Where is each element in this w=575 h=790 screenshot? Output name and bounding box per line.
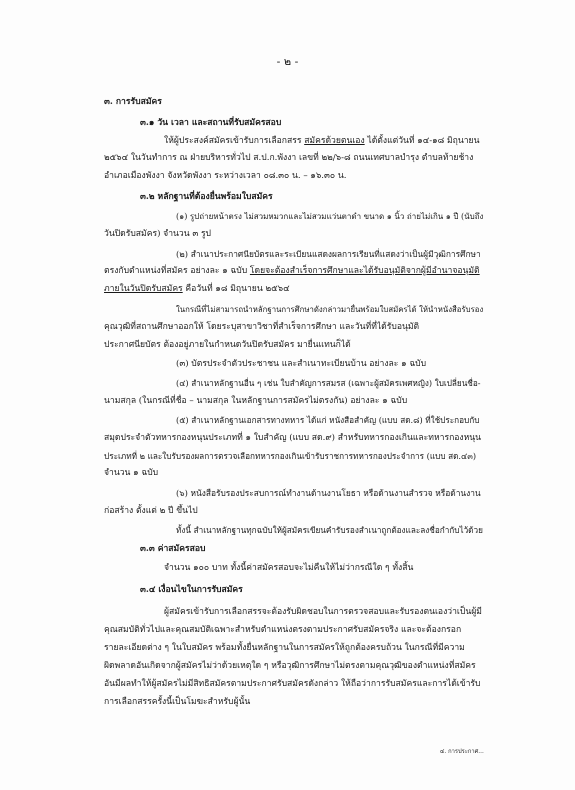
item-5-line2: สมุดประจำตัวทหารกองหนุนประเภทที่ ๑ ใบสำคัญ (แบบ สด.๙) สำหรับทหารกองเกินและทหารกองหนุน <box>104 433 482 443</box>
item-5-line4: จำนวน ๑ ฉบับ <box>104 468 159 478</box>
item-3: (๓) บัตรประจำตัวประชาชน และสำเนาทะเบียนบ้าน อย่างละ ๑ ฉบับ <box>176 359 427 369</box>
section-3-4-line2: คุณสมบัติทั่วไปและคุณสมบัติเฉพาะสำหรับตำแหน่งตรงตามประกาศรับสมัครจริง และจะต้องกรอก <box>104 625 462 635</box>
section-3-heading: ๓. การรับสมัคร <box>104 97 162 107</box>
section-3-1-line1 <box>164 136 479 147</box>
section-3-1-line1-b: ได้ตั้งแต่วันที่ ๑๔-๑๘ มิถุนายน <box>364 136 480 146</box>
page-number: - ๒ - <box>276 55 299 68</box>
section-3-4-line4: ผิดพลาดอันเกิดจากผู้สมัครไม่ว่าด้วยเหตุใด ๆ หรือวุฒิการศึกษาไม่ตรงตามคุณวุฒิของตำแหน่งที่สมัคร <box>104 661 476 671</box>
section-3-1-line1-underlined: สมัครด้วยตนเอง <box>304 136 365 146</box>
item-6-line1: (๖) หนังสือรับรองประสบการณ์ทำงานด้านงานโยธา หรือด้านงานสำรวจ หรือด้านงาน <box>176 488 481 498</box>
section-3-3-heading: ๓.๓ ค่าสมัครสอบ <box>140 544 206 554</box>
section-3-3-body: จำนวน ๑๐๐ บาท ทั้งนี้ค่าสมัครสอบจะไม่คืนให้ไม่ว่ากรณีใด ๆ ทั้งสิ้น <box>164 563 414 573</box>
item-1-line1: (๑) รูปถ่ายหน้าตรง ไม่สวมหมวกและไม่สวมแว่นตาดำ ขนาด ๑ นิ้ว ถ่ายไม่เกิน ๑ ปี (นับถึง <box>176 212 484 221</box>
item-4-line2: นามสกุล (ในกรณีที่ชื่อ – นามสกุล ในหลักฐานการสมัครไม่ตรงกัน) อย่างละ ๑ ฉบับ <box>104 396 408 406</box>
note-para-line3: ประกาศนียบัตร ต้องอยู่ภายในกำหนดวันปิดรับสมัคร มายื่นแทนก็ได้ <box>104 340 351 350</box>
section-3-1-line3: อำเภอเมืองพังงา จังหวัดพังงา ระหว่างเวลา ๐๘.๓๐ น. – ๑๖.๓๐ น. <box>104 171 347 181</box>
note-certify: ทั้งนี้ สำเนาหลักฐานทุกฉบับให้ผู้สมัครเขียนคำรับรองสำเนาถูกต้องและลงชื่อกำกับไว้ด้วย <box>176 525 483 535</box>
note-para-line1: ในกรณีที่ไม่สามารถนำหลักฐานการศึกษาดังกล่าวมายื่นพร้อมใบสมัครได้ ให้นำหนังสือรับรอง <box>176 305 484 314</box>
item-2-line2-a: ตรงกับตำแหน่งที่สมัคร อย่างละ ๑ ฉบับ <box>104 266 250 276</box>
item-5-line1: (๕) สำเนาหลักฐานเอกสารทางทหาร ได้แก่ หนังสือสำคัญ (แบบ สด.๘) ที่ใช้ประกอบกับ <box>176 415 480 425</box>
section-3-4-line3: รายละเอียดต่าง ๆ ในใบสมัคร พร้อมทั้งยื่นหลักฐานในการสมัครให้ถูกต้องครบถ้วน ในกรณีที่มีความ <box>104 643 465 653</box>
item-2-line3-underlined: ภายในวันปิดรับสมัคร <box>104 284 183 294</box>
item-2-line2-underlined: โดยจะต้องสำเร็จการศึกษาและได้รับอนุมัติจากผู้มีอำนาจอนุมัติ <box>249 266 480 276</box>
section-3-2-heading: ๓.๒ หลักฐานที่ต้องยื่นพร้อมใบสมัคร <box>140 192 273 202</box>
note-para-line2: คุณวุฒิที่สถานศึกษาออกให้ โดยระบุสาขาวิชาที่สำเร็จการศึกษา และวันที่ที่ได้รับอนุมัติ <box>104 322 420 332</box>
section-3-1-line1-a: ให้ผู้ประสงค์สมัครเข้ารับการเลือกสรร <box>164 136 305 146</box>
section-3-1-heading: ๓.๑ วัน เวลา และสถานที่รับสมัครสอบ <box>140 118 282 128</box>
item-1-line2: วันปิดรับสมัคร) จำนวน ๓ รูป <box>104 229 212 239</box>
item-2-line2 <box>104 266 480 277</box>
section-3-4-heading: ๓.๔ เงื่อนไขในการรับสมัคร <box>140 585 243 595</box>
item-2-line1: (๒) สำเนาประกาศนียบัตรและระเบียนแสดงผลการเรียนที่แสดงว่าเป็นผู้มีวุฒิการศึกษา <box>176 249 481 259</box>
item-2-line3 <box>104 284 290 295</box>
item-4-line1: (๔) สำเนาหลักฐานอื่น ๆ เช่น ใบสำคัญการสมรส (เฉพาะผู้สมัครเพศหญิง) ใบเปลี่ยนชื่อ- <box>176 378 481 388</box>
section-3-4-line5: อันมีผลทำให้ผู้สมัครไม่มีสิทธิสมัครตามประกาศรับสมัครดังกล่าว ให้ถือว่าการรับสมัครและการได้เข้ารับ <box>104 679 481 689</box>
item-5-line3: ประเภทที่ ๒ และใบรับรองผลการตรวจเลือกทหารกองเกินเข้ารับราชการทหารกองประจำการ (แบบ สด.๔๓) <box>104 451 477 461</box>
continuation-marker: ๔. การประกาศ... <box>440 749 484 755</box>
section-3-4-line6: การเลือกสรรครั้งนี้เป็นโมฆะสำหรับผู้นั้น <box>104 697 251 707</box>
item-6-line2: ก่อสร้าง ตั้งแต่ ๒ ปี ขึ้นไป <box>104 506 198 516</box>
section-3-1-line2: ๒๕๖๔ ในวันทำการ ณ ฝ่ายบริหารทั่วไป ส.ป.ก.พังงา เลขที่ ๒๒/๖-๘ ถนนเทศบาลบำรุง ตำบลท้ายช้าง <box>104 153 474 163</box>
section-3-4-line1: ผู้สมัครเข้ารับการเลือกสรรจะต้องรับผิดชอบในการตรวจสอบและรับรองตนเองว่าเป็นผู้มี <box>164 607 482 617</box>
item-2-line3-b: คือวันที่ ๑๘ มิถุนายน ๒๕๖๔ <box>182 284 290 294</box>
